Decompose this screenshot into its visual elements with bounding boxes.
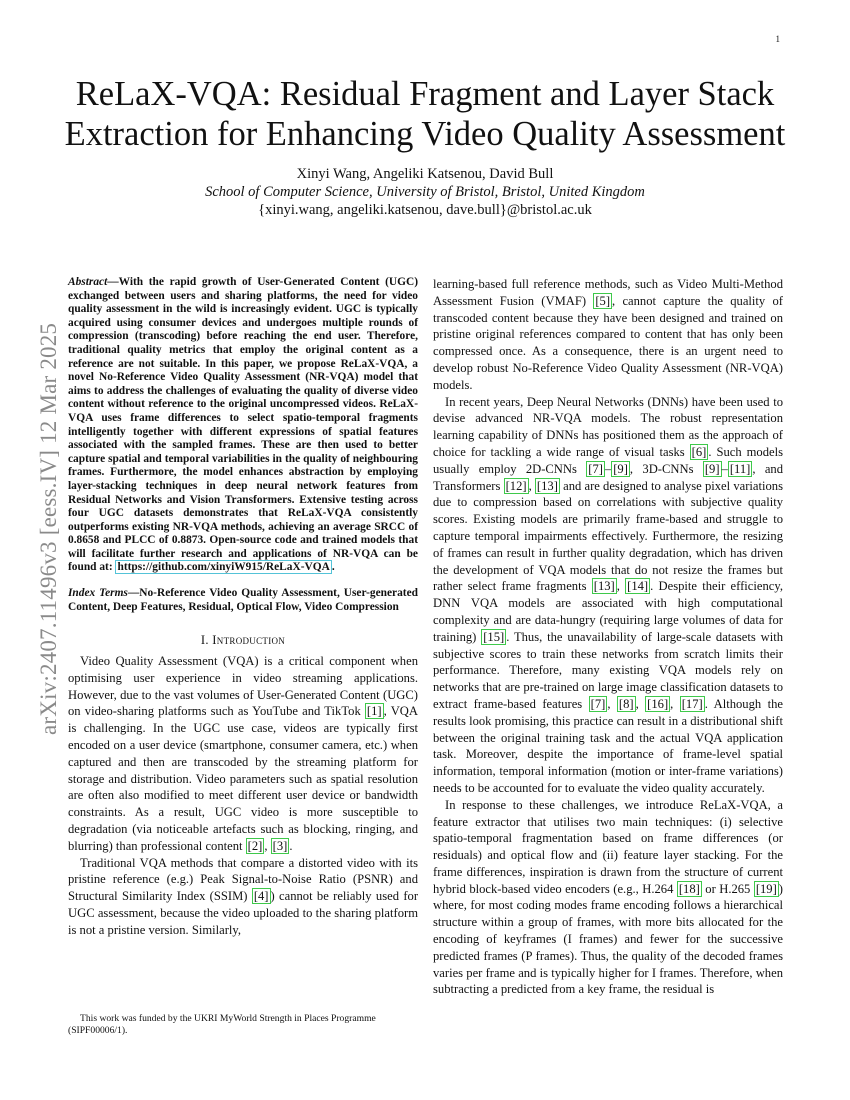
text-run: , [528, 478, 535, 493]
citation-link[interactable]: [7] [590, 696, 606, 711]
text-run: , VQA is challenging. In the UGC use case, videos are typically first encoded on a user device (smartphone, consumer camera, etc.) when captured and then are transcoded by the streaming platform for storage and distribution. Video parameters such as spatial resolution are often also modified to meet different user device or bandwidth constraints. As a result, UGC video is more susceptible to degradation (via noticeable artefacts such as blocking, ringing, and blurring) than professional content [68, 704, 418, 853]
affiliation: School of Computer Science, University of Bristol, Bristol, United Kingdom [205, 184, 645, 200]
title-line-2: Extraction for Enhancing Video Quality Assessment [64, 115, 786, 153]
citation-link[interactable]: [16] [647, 696, 669, 711]
right-column [433, 276, 783, 998]
text-run: . Although the results look promising, this practice can result in a distributional shift between the original training task and the actual VQA application task. Moreover, despite the importance of frame-level spatial information, temporal information (motion or inter-frame variations) needs to be accounted for to evaluate the video quality accurately. [433, 696, 783, 795]
arxiv-identifier-stamp: arXiv:2407.11496v3 [eess.IV] 12 Mar 2025 [36, 322, 61, 735]
text-run: , and Transformers [433, 461, 783, 493]
section-heading-introduction [68, 632, 418, 649]
text-run: or H.265 [701, 881, 754, 896]
citation-link[interactable]: [13] [536, 478, 558, 493]
text-run: , [635, 696, 646, 711]
abstract-text: —With the rapid growth of User-Generated Content (UGC) exchanged between users and sharing platforms, the need for video quality assessment in the wild is increasingly evident. UGC is typically acquired using consumer devices and undergoes multiple rounds of compression (transcoding) before reaching the end user. Therefore, traditional quality metrics that employ the original content as a reference are not suitable. In this paper, we propose ReLaX-VQA, a novel No-Reference Video Quality Assessment (NR-VQA) model that aims to address the challenges of evaluating the quality of diverse video content without reference to the original uncompressed videos. ReLaX-VQA uses frame differences to select spatio-temporal fragments intelligently together with different expressions of spatial features associated with the sampled frames. These are then used to better capture spatial and temporal variabilities in the quality of neighbouring frames. Furthermore, the model enhances abstraction by employing layer-stacking techniques in deep neural network features from Residual Networks and Vision Transformers. Extensive testing across four UGC datasets demonstrates that ReLaX-VQA consistently outperforms existing NR-VQA methods, achieving an average SRCC of 0.8658 and PLCC of 0.8873. Open-source code and trained models that will facilitate further research and applications of NR-VQA can be found at: [68, 276, 418, 574]
text-run: , 3D-CNNs [629, 461, 703, 476]
body-paragraph [68, 653, 418, 855]
citation-link[interactable]: [5] [595, 293, 611, 308]
citation-link[interactable]: [12] [505, 478, 527, 493]
body-paragraph [433, 394, 783, 797]
text-run: . Despite their efficiency, DNN VQA models are associated with high computational complexity and are data-hungry (requiring large volumes of data for training) [433, 579, 784, 644]
page-number: 1 [775, 34, 780, 44]
title-block [0, 74, 850, 219]
citation-link[interactable]: [13] [593, 579, 615, 594]
text-run: ) cannot be reliably used for UGC assessment, because the video uploaded to the sharing platform is not a pristine version. Similarly, [68, 889, 419, 937]
author-emails: {xinyi.wang, angeliki.katsenou, dave.bull}@bristol.ac.uk [258, 202, 592, 218]
citation-link[interactable]: [15] [483, 629, 505, 644]
citation-link[interactable]: [18] [678, 881, 700, 896]
abstract-end: . [331, 561, 335, 574]
section-title: Introduction [212, 633, 286, 648]
citation-link[interactable]: [7] [588, 461, 603, 476]
right-body-text [433, 276, 783, 998]
text-run: , [670, 696, 680, 711]
citation-link[interactable]: [1] [366, 704, 382, 719]
citation-link[interactable]: [11] [729, 461, 751, 476]
title-line-1: ReLaX-VQA: Residual Fragment and Layer Stack [75, 75, 775, 113]
index-terms-lead: Index Terms [68, 587, 128, 600]
index-terms-text: —No-Reference Video Quality Assessment, User-generated Content, Deep Features, Residual, Optical Flow, Video Compression [68, 587, 418, 613]
text-run: ) where, for most coding modes frame encoding follows a hierarchical structure within a group of frames, with more bits allocated for the encoding of keyframes (I frames) and fewer for the successive predicted frames (P frames). Thus, the quality of the decoded frames varies per frame and is typically higher for I frames. Therefore, when subtracting a predicted from a key frame, the residual is [433, 881, 783, 997]
body-paragraph [433, 797, 783, 999]
citation-link[interactable]: [3] [272, 838, 288, 853]
authors: Xinyi Wang, Angeliki Katsenou, David Bull [296, 166, 554, 182]
text-run: – [721, 461, 728, 476]
text-run: . Thus, the unavailability of large-scale datasets with subjective scores to train these networks from scratch limits their performance. Therefore, many existing VQA models rely on networks that are pre-trained on large image classification datasets to extract frame-based features [433, 629, 783, 711]
abstract [68, 276, 418, 575]
text-run: Video Quality Assessment (VQA) is a critical component when optimising user experience in video streaming applications. However, due to the vast volumes of User-Generated Content (UGC) on video-sharing platforms such as YouTube and TikTok [68, 654, 418, 719]
paper-title [0, 74, 850, 154]
text-run: – [604, 461, 612, 476]
body-paragraph [433, 276, 783, 394]
text-run: learning-based full reference methods, such as Video Multi-Method Assessment Fusion (VMAF) [433, 277, 783, 308]
text-run: Traditional VQA methods that compare a distorted video with its pristine reference (e.g.) Peak Signal-to-Noise Ratio (PSNR) and Structural Similarity Index (SSIM) [68, 855, 418, 904]
text-run: and are designed to analyse pixel variations due to compression based on correlations with subjective quality scores. Existing models are primarily frame-based and struggle to capture temporal impairments effectively. Furthermore, the resizing of frames can result in further quality degradation, which has driven the development of VQA models that do not resize the frames but rather select frame fragments [433, 478, 783, 594]
citation-link[interactable]: [17] [681, 696, 703, 711]
citation-link[interactable]: [14] [627, 579, 649, 594]
body-paragraph [68, 855, 418, 939]
citation-link[interactable]: [2] [247, 838, 263, 853]
citation-link[interactable]: [4] [253, 889, 269, 904]
funding-footnote: This work was funded by the UKRI MyWorld Strength in Places Programme (SIPF00006/1). [68, 1013, 376, 1036]
text-run: In recent years, Deep Neural Networks (DNNs) have been used to devise advanced NR-VQA models. The robust representation learning capability of DNNs has positioned them as the approach of choice for tackling a wide range of visual tasks [433, 394, 783, 459]
section-number: I. [200, 633, 213, 648]
index-terms [68, 587, 418, 614]
left-body-text [68, 653, 418, 939]
text-run: . [289, 838, 293, 853]
citation-link[interactable]: [8] [618, 696, 634, 711]
citation-link[interactable]: [6] [691, 444, 707, 459]
left-column [68, 276, 418, 939]
citation-link[interactable]: [19] [755, 881, 777, 896]
text-run: , cannot capture the quality of transcoded content because they have been designed and trained on pristine original references compared to content that has only been compressed once. As a consequence, there is an urgent need to develop robust No-Reference Video Quality Assessment (NR-VQA) models. [433, 293, 783, 392]
text-run: , [607, 696, 617, 711]
abstract-lead: Abstract [68, 276, 108, 288]
citation-link[interactable]: [9] [613, 461, 628, 476]
citation-link[interactable]: [9] [704, 461, 720, 476]
text-run: In response to these challenges, we introduce ReLaX-VQA, a feature extractor that utilises two main techniques: (i) selective spatio-temporal fragmentation based on frame differences (or residuals) and optical flow and (ii) feature layer stacking. For the frame differences, inspiration is drawn from the structure of current hybrid block-based video encoders (e.g., H.264 [433, 797, 783, 896]
text-run: , [264, 838, 271, 853]
text-run: , [616, 579, 626, 594]
code-repository-link[interactable]: https://github.com/xinyiW915/ReLaX-VQA [117, 561, 330, 574]
text-run: . Such models usually employ 2D-CNNs [433, 444, 784, 476]
